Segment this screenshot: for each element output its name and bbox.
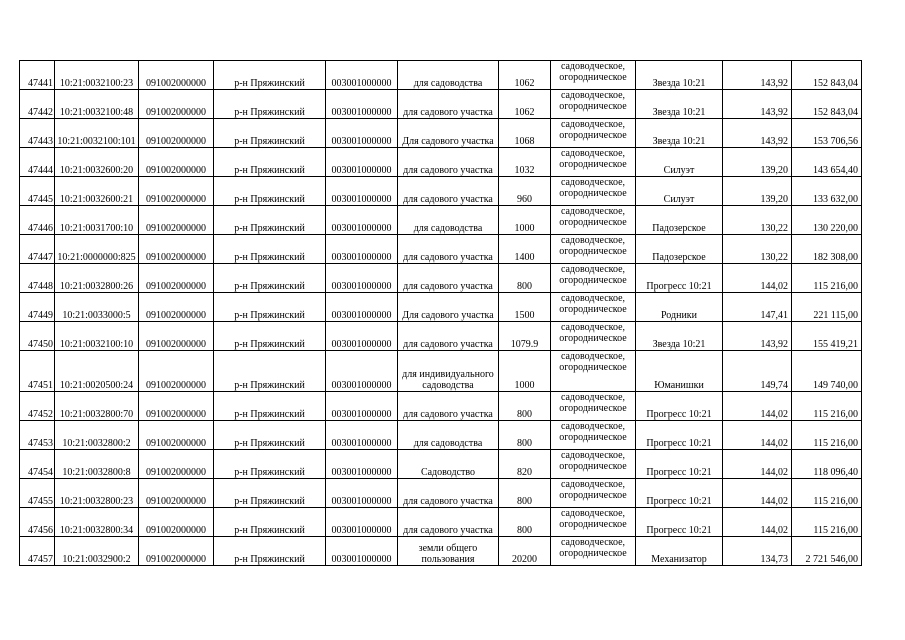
row-number: 47453 — [20, 421, 55, 450]
code-cell: 003001000000 — [326, 392, 398, 421]
table-row — [20, 322, 862, 351]
area-cell: 1062 — [499, 61, 551, 90]
locality-cell: Звезда 10:21 — [636, 119, 723, 148]
district-cell: р-н Пряжинский — [214, 264, 326, 293]
locality-cell: Падозерское — [636, 235, 723, 264]
cadastral-number-cell: 10:21:0032800:23 — [55, 479, 139, 508]
table-row — [20, 119, 862, 148]
row-number: 47455 — [20, 479, 55, 508]
district-cell: р-н Пряжинский — [214, 293, 326, 322]
cadastral-number-cell: 10:21:0032800:26 — [55, 264, 139, 293]
district-cell: р-н Пряжинский — [214, 479, 326, 508]
area-cell: 1032 — [499, 148, 551, 177]
area-cell: 820 — [499, 450, 551, 479]
cadastral-value-cell: 143 654,40 — [792, 148, 862, 177]
permitted-use-cell: для садового участка — [398, 392, 499, 421]
locality-cell: Родники — [636, 293, 723, 322]
cadastral-value-cell: 115 216,00 — [792, 421, 862, 450]
locality-cell: Прогресс 10:21 — [636, 450, 723, 479]
land-type-cell: садоводческое, огородническое — [551, 392, 636, 421]
locality-cell: Юманишки — [636, 351, 723, 392]
oktmo-cell: 091002000000 — [139, 61, 214, 90]
code-cell: 003001000000 — [326, 450, 398, 479]
locality-cell: Падозерское — [636, 206, 723, 235]
land-type-cell: садоводческое, огородническое — [551, 148, 636, 177]
cadastral-value-cell: 182 308,00 — [792, 235, 862, 264]
area-cell: 1079.9 — [499, 322, 551, 351]
permitted-use-cell: для садового участка — [398, 322, 499, 351]
code-cell: 003001000000 — [326, 177, 398, 206]
locality-cell: Силуэт — [636, 148, 723, 177]
row-number: 47457 — [20, 537, 55, 566]
cadastral-value-cell: 221 115,00 — [792, 293, 862, 322]
permitted-use-cell: Для садового участка — [398, 293, 499, 322]
cadastral-number-cell: 10:21:0032600:20 — [55, 148, 139, 177]
permitted-use-cell: для индивидуального садоводства — [398, 351, 499, 392]
table-row — [20, 508, 862, 537]
table-row — [20, 450, 862, 479]
land-type-cell: садоводческое, огородническое — [551, 322, 636, 351]
cadastral-number-cell: 10:21:0032600:21 — [55, 177, 139, 206]
area-cell: 1500 — [499, 293, 551, 322]
specific-value-cell: 143,92 — [723, 322, 792, 351]
land-type-cell: садоводческое, огородническое — [551, 119, 636, 148]
code-cell: 003001000000 — [326, 61, 398, 90]
row-number: 47442 — [20, 90, 55, 119]
row-number: 47443 — [20, 119, 55, 148]
cadastral-number-cell: 10:21:0032800:2 — [55, 421, 139, 450]
land-type-cell: садоводческое, огородническое — [551, 479, 636, 508]
cadastral-value-cell: 115 216,00 — [792, 479, 862, 508]
permitted-use-cell: для садового участка — [398, 177, 499, 206]
cadastral-value-cell: 133 632,00 — [792, 177, 862, 206]
permitted-use-cell: Садоводство — [398, 450, 499, 479]
table-row — [20, 537, 862, 566]
district-cell: р-н Пряжинский — [214, 119, 326, 148]
specific-value-cell: 130,22 — [723, 206, 792, 235]
code-cell: 003001000000 — [326, 119, 398, 148]
land-type-cell: садоводческое, огородническое — [551, 61, 636, 90]
district-cell: р-н Пряжинский — [214, 206, 326, 235]
area-cell: 800 — [499, 508, 551, 537]
code-cell: 003001000000 — [326, 206, 398, 235]
land-type-cell: садоводческое, огородническое — [551, 206, 636, 235]
locality-cell: Звезда 10:21 — [636, 322, 723, 351]
specific-value-cell: 139,20 — [723, 148, 792, 177]
permitted-use-cell: для садоводства — [398, 206, 499, 235]
district-cell: р-н Пряжинский — [214, 421, 326, 450]
land-type-cell: садоводческое, огородническое — [551, 264, 636, 293]
cadastral-number-cell: 10:21:0020500:24 — [55, 351, 139, 392]
cadastral-number-cell: 10:21:0033000:5 — [55, 293, 139, 322]
locality-cell: Звезда 10:21 — [636, 61, 723, 90]
area-cell: 800 — [499, 421, 551, 450]
row-number: 47452 — [20, 392, 55, 421]
table-row — [20, 148, 862, 177]
area-cell: 20200 — [499, 537, 551, 566]
land-type-cell: садоводческое, огородническое — [551, 235, 636, 264]
land-type-cell: садоводческое, огородническое — [551, 351, 636, 392]
cadastral-number-cell: 10:21:0032900:2 — [55, 537, 139, 566]
locality-cell: Силуэт — [636, 177, 723, 206]
permitted-use-cell: для садового участка — [398, 148, 499, 177]
specific-value-cell: 144,02 — [723, 421, 792, 450]
code-cell: 003001000000 — [326, 235, 398, 264]
table-row — [20, 392, 862, 421]
permitted-use-cell: для садоводства — [398, 61, 499, 90]
land-type-cell: садоводческое, огородническое — [551, 508, 636, 537]
specific-value-cell: 139,20 — [723, 177, 792, 206]
permitted-use-cell: для садового участка — [398, 90, 499, 119]
cadastral-number-cell: 10:21:0032800:8 — [55, 450, 139, 479]
specific-value-cell: 143,92 — [723, 61, 792, 90]
cadastral-number-cell: 10:21:0031700:10 — [55, 206, 139, 235]
code-cell: 003001000000 — [326, 421, 398, 450]
permitted-use-cell: Для садового участка — [398, 119, 499, 148]
table-row — [20, 264, 862, 293]
district-cell: р-н Пряжинский — [214, 508, 326, 537]
district-cell: р-н Пряжинский — [214, 148, 326, 177]
oktmo-cell: 091002000000 — [139, 421, 214, 450]
oktmo-cell: 091002000000 — [139, 235, 214, 264]
cadastral-value-cell: 130 220,00 — [792, 206, 862, 235]
oktmo-cell: 091002000000 — [139, 479, 214, 508]
specific-value-cell: 130,22 — [723, 235, 792, 264]
table-row — [20, 351, 862, 392]
district-cell: р-н Пряжинский — [214, 450, 326, 479]
permitted-use-cell: для садового участка — [398, 235, 499, 264]
row-number: 47450 — [20, 322, 55, 351]
locality-cell: Прогресс 10:21 — [636, 264, 723, 293]
land-type-cell: садоводческое, огородническое — [551, 293, 636, 322]
cadastral-number-cell: 10:21:0032800:34 — [55, 508, 139, 537]
table-row — [20, 293, 862, 322]
oktmo-cell: 091002000000 — [139, 392, 214, 421]
district-cell: р-н Пряжинский — [214, 235, 326, 264]
row-number: 47441 — [20, 61, 55, 90]
row-number: 47444 — [20, 148, 55, 177]
specific-value-cell: 149,74 — [723, 351, 792, 392]
specific-value-cell: 144,02 — [723, 450, 792, 479]
oktmo-cell: 091002000000 — [139, 148, 214, 177]
row-number: 47447 — [20, 235, 55, 264]
specific-value-cell: 144,02 — [723, 264, 792, 293]
row-number: 47449 — [20, 293, 55, 322]
cadastral-value-cell: 115 216,00 — [792, 508, 862, 537]
area-cell: 800 — [499, 392, 551, 421]
oktmo-cell: 091002000000 — [139, 119, 214, 148]
specific-value-cell: 143,92 — [723, 119, 792, 148]
table-row — [20, 206, 862, 235]
area-cell: 1062 — [499, 90, 551, 119]
permitted-use-cell: для садового участка — [398, 508, 499, 537]
locality-cell: Звезда 10:21 — [636, 90, 723, 119]
code-cell: 003001000000 — [326, 148, 398, 177]
cadastral-number-cell: 10:21:0032100:10 — [55, 322, 139, 351]
specific-value-cell: 144,02 — [723, 479, 792, 508]
district-cell: р-н Пряжинский — [214, 90, 326, 119]
row-number: 47456 — [20, 508, 55, 537]
cadastral-value-cell: 153 706,56 — [792, 119, 862, 148]
permitted-use-cell: для садоводства — [398, 421, 499, 450]
specific-value-cell: 144,02 — [723, 392, 792, 421]
code-cell: 003001000000 — [326, 90, 398, 119]
permitted-use-cell: земли общего пользования — [398, 537, 499, 566]
land-type-cell: садоводческое, огородническое — [551, 537, 636, 566]
cadastral-number-cell: 10:21:0032100:101 — [55, 119, 139, 148]
oktmo-cell: 091002000000 — [139, 322, 214, 351]
cadastral-value-cell: 115 216,00 — [792, 264, 862, 293]
cadastral-number-cell: 10:21:0032100:23 — [55, 61, 139, 90]
table-row — [20, 90, 862, 119]
cadastral-number-cell: 10:21:0032100:48 — [55, 90, 139, 119]
oktmo-cell: 091002000000 — [139, 206, 214, 235]
code-cell: 003001000000 — [326, 479, 398, 508]
district-cell: р-н Пряжинский — [214, 351, 326, 392]
locality-cell: Механизатор — [636, 537, 723, 566]
table-row — [20, 421, 862, 450]
locality-cell: Прогресс 10:21 — [636, 508, 723, 537]
area-cell: 1400 — [499, 235, 551, 264]
specific-value-cell: 147,41 — [723, 293, 792, 322]
area-cell: 800 — [499, 479, 551, 508]
cadastral-value-cell: 149 740,00 — [792, 351, 862, 392]
oktmo-cell: 091002000000 — [139, 90, 214, 119]
district-cell: р-н Пряжинский — [214, 322, 326, 351]
oktmo-cell: 091002000000 — [139, 450, 214, 479]
permitted-use-cell: для садового участка — [398, 264, 499, 293]
table-row — [20, 479, 862, 508]
cadastral-value-cell: 118 096,40 — [792, 450, 862, 479]
area-cell: 1068 — [499, 119, 551, 148]
oktmo-cell: 091002000000 — [139, 351, 214, 392]
area-cell: 960 — [499, 177, 551, 206]
land-type-cell: садоводческое, огородническое — [551, 421, 636, 450]
row-number: 47451 — [20, 351, 55, 392]
row-number: 47454 — [20, 450, 55, 479]
code-cell: 003001000000 — [326, 264, 398, 293]
land-plots-table — [19, 60, 862, 566]
locality-cell: Прогресс 10:21 — [636, 392, 723, 421]
row-number: 47445 — [20, 177, 55, 206]
area-cell: 800 — [499, 264, 551, 293]
code-cell: 003001000000 — [326, 322, 398, 351]
table-row — [20, 61, 862, 90]
oktmo-cell: 091002000000 — [139, 537, 214, 566]
oktmo-cell: 091002000000 — [139, 293, 214, 322]
district-cell: р-н Пряжинский — [214, 177, 326, 206]
cadastral-number-cell: 10:21:0000000:825 — [55, 235, 139, 264]
land-type-cell: садоводческое, огородническое — [551, 177, 636, 206]
row-number: 47446 — [20, 206, 55, 235]
locality-cell: Прогресс 10:21 — [636, 421, 723, 450]
code-cell: 003001000000 — [326, 351, 398, 392]
code-cell: 003001000000 — [326, 508, 398, 537]
locality-cell: Прогресс 10:21 — [636, 479, 723, 508]
cadastral-value-cell: 152 843,04 — [792, 90, 862, 119]
cadastral-value-cell: 155 419,21 — [792, 322, 862, 351]
district-cell: р-н Пряжинский — [214, 392, 326, 421]
specific-value-cell: 144,02 — [723, 508, 792, 537]
cadastral-value-cell: 2 721 546,00 — [792, 537, 862, 566]
district-cell: р-н Пряжинский — [214, 61, 326, 90]
permitted-use-cell: для садового участка — [398, 479, 499, 508]
table-row — [20, 177, 862, 206]
land-type-cell: садоводческое, огородническое — [551, 450, 636, 479]
code-cell: 003001000000 — [326, 293, 398, 322]
area-cell: 1000 — [499, 351, 551, 392]
code-cell: 003001000000 — [326, 537, 398, 566]
row-number: 47448 — [20, 264, 55, 293]
oktmo-cell: 091002000000 — [139, 177, 214, 206]
oktmo-cell: 091002000000 — [139, 508, 214, 537]
land-type-cell: садоводческое, огородническое — [551, 90, 636, 119]
specific-value-cell: 143,92 — [723, 90, 792, 119]
cadastral-number-cell: 10:21:0032800:70 — [55, 392, 139, 421]
table-row — [20, 235, 862, 264]
district-cell: р-н Пряжинский — [214, 537, 326, 566]
cadastral-value-cell: 152 843,04 — [792, 61, 862, 90]
oktmo-cell: 091002000000 — [139, 264, 214, 293]
specific-value-cell: 134,73 — [723, 537, 792, 566]
cadastral-value-cell: 115 216,00 — [792, 392, 862, 421]
area-cell: 1000 — [499, 206, 551, 235]
